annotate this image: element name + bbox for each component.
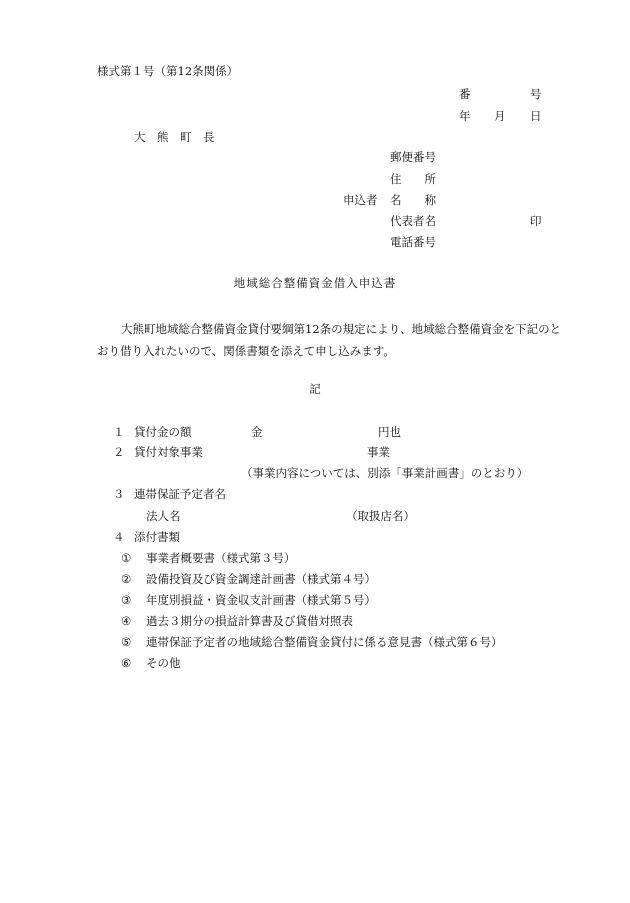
item1-number: １	[113, 425, 125, 439]
item3-corp-label: 法人名	[146, 509, 181, 523]
number-label-go: 号	[530, 87, 542, 101]
item1-kin: 金	[251, 425, 263, 439]
date-month-label: 月	[494, 109, 506, 123]
seal-mark: 印	[530, 214, 542, 228]
item2-number: ２	[113, 445, 125, 459]
date-year-label: 年	[459, 109, 471, 123]
attachment-mark: ②	[121, 572, 132, 586]
address-label: 住 所	[390, 172, 436, 186]
attachment-text: 設備投資及び資金調達計画書（様式第４号）	[146, 572, 376, 586]
phone-label: 電話番号	[390, 235, 436, 249]
attachment-text: 連帯保証予定者の地域総合整備資金貸付に係る意見書（様式第６号）	[146, 635, 503, 649]
attachment-mark: ④	[121, 614, 132, 628]
document-title: 地域総合整備資金借入申込書	[233, 276, 397, 290]
attachment-mark: ③	[121, 593, 132, 607]
attachment-text: 事業者概要書（様式第３号）	[146, 551, 296, 565]
attachment-mark: ①	[121, 551, 132, 565]
item2-jigyo: 事業	[367, 445, 390, 459]
item3-number: ３	[113, 487, 125, 501]
form-number: 様式第１号（第12条関係）	[97, 64, 239, 78]
body-paragraph: 大熊町地域総合整備資金貸付要綱第12条の規定により、地域総合整備資金を下記のとおり借り入れたいので、関係書類を添えて申し込みます。	[97, 322, 562, 358]
item1-label: 貸付金の額	[134, 425, 192, 439]
applicant-label: 申込者	[343, 193, 378, 207]
ki-heading: 記	[309, 382, 321, 396]
item3-branch-label: （取扱店名）	[346, 509, 415, 523]
item4-label: 添付書類	[134, 530, 180, 544]
attachment-text: 過去３期分の損益計算書及び貸借対照表	[146, 614, 353, 628]
attachment-mark: ⑥	[121, 656, 132, 670]
item1-yen: 円也	[378, 425, 401, 439]
item4-number: ４	[113, 530, 125, 544]
item2-note: （事業内容については、別添「事業計画書」のとおり）	[241, 466, 529, 480]
attachment-text: 年度別損益・資金収支計画書（様式第５号）	[146, 593, 376, 607]
addressee: 大 熊 町 長	[134, 130, 215, 144]
postal-code-label: 郵便番号	[390, 150, 436, 164]
name-label: 名 称	[390, 193, 436, 207]
attachment-text: その他	[146, 656, 181, 670]
item2-label: 貸付対象事業	[134, 445, 203, 459]
item3-label: 連帯保証予定者名	[134, 487, 226, 501]
representative-label: 代表者名	[390, 214, 436, 228]
number-label-ban: 番	[459, 87, 471, 101]
attachment-mark: ⑤	[121, 635, 132, 649]
date-day-label: 日	[530, 109, 542, 123]
